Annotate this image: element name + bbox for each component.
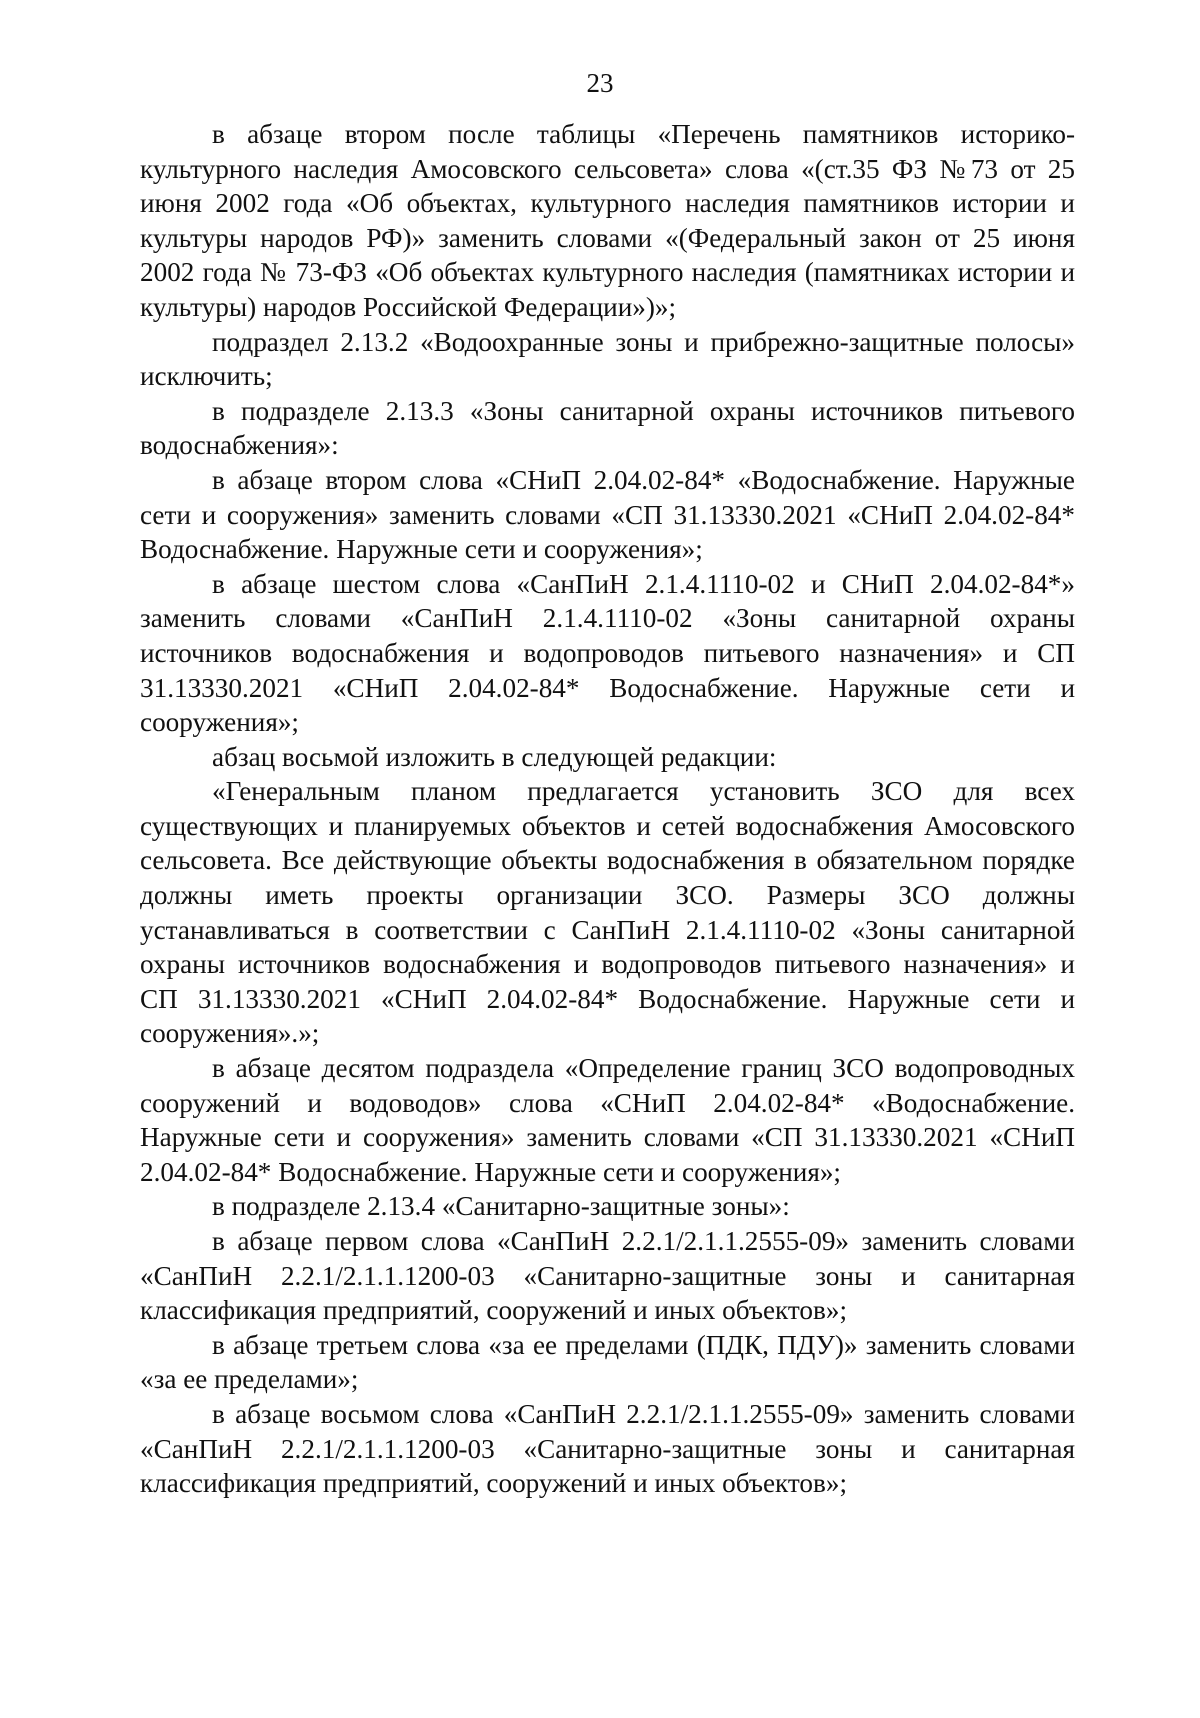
- paragraph-subsection-2-13-3: в подразделе 2.13.3 «Зоны санитарной охраны источников питьевого водоснабжения»:: [140, 395, 1075, 461]
- paragraph-sixth-clause: в абзаце шестом слова «СанПиН 2.1.4.1110-02 и СНиП 2.04.02-84*» заменить словами «СанПиН 2.1.4.1110-02 «Зоны санитарной охраны источников водоснабжения и водопроводов питьевого назначения» и СП 31.13330.2021 «СНиП 2.04.02-84* Водоснабжение. Наружные сети и сооружения»;: [140, 568, 1075, 738]
- paragraph-third-clause: в абзаце третьем слова «за ее пределами (ПДК, ПДУ)» заменить словами «за ее пределами»;: [140, 1329, 1075, 1395]
- page-number: 23: [586, 68, 614, 98]
- paragraph-first-clause: в абзаце первом слова «СанПиН 2.2.1/2.1.1.2555-09» заменить словами «СанПиН 2.2.1/2.1.1.1200-03 «Санитарно-защитные зоны и санитарная классификация предприятий, сооружений и иных объектов»;: [140, 1226, 1075, 1326]
- document-body: [140, 117, 1075, 1501]
- paragraph-general-plan-quote: «Генеральным планом предлагается установить ЗСО для всех существующих и планируемых объектов и сетей водоснабжения Амосовского сельсовета. Все действующие объекты водоснабжения в обязательном порядке должны иметь проекты организации ЗСО. Размеры ЗСО должны устанавливаться в соответствии с СанПиН 2.1.4.1110-02 «Зоны санитарной охраны источников водоснабжения и водопроводов питьевого назначения» и СП 31.13330.2021 «СНиП 2.04.02-84* Водоснабжение. Наружные сети и сооружения».»;: [140, 776, 1075, 1049]
- paragraph-tenth-clause: в абзаце десятом подраздела «Определение границ ЗСО водопроводных сооружений и водоводов» слова «СНиП 2.04.02-84* «Водоснабжение. Наружные сети и сооружения» заменить словами «СП 31.13330.2021 «СНиП 2.04.02-84* Водоснабжение. Наружные сети и сооружения»;: [140, 1053, 1075, 1187]
- paragraph-table-amendment: в абзаце втором после таблицы «Перечень памятников историко-культурного наследия Амосовского сельсовета» слова «(ст.35 ФЗ №73 от 25 июня 2002 года «Об объектах, культурного наследия памятников истории и культуры народов РФ)» заменить словами «(Федеральный закон от 25 июня 2002 года № 73-ФЗ «Об объектах культурного наследия (памятниках истории и культуры) народов Российской Федерации»)»;: [140, 119, 1075, 322]
- paragraph-eighth-clause: в абзаце восьмом слова «СанПиН 2.2.1/2.1.1.2555-09» заменить словами «СанПиН 2.2.1/2.1.1.1200-03 «Санитарно-защитные зоны и санитарная классификация предприятий, сооружений и иных объектов»;: [140, 1398, 1075, 1499]
- paragraph-eighth-clause-intro: абзац восьмой изложить в следующей редакции:: [212, 741, 777, 772]
- paragraph-subsection-2-13-4: в подразделе 2.13.4 «Санитарно-защитные зоны»:: [212, 1191, 790, 1222]
- paragraph-subsection-2-13-2: подраздел 2.13.2 «Водоохранные зоны и прибрежно-защитные полосы» исключить;: [140, 326, 1075, 392]
- paragraph-second-clause: в абзаце втором слова «СНиП 2.04.02-84* «Водоснабжение. Наружные сети и сооружения» заменить словами «СП 31.13330.2021 «СНиП 2.04.02-84* Водоснабжение. Наружные сети и сооружения»;: [140, 464, 1075, 565]
